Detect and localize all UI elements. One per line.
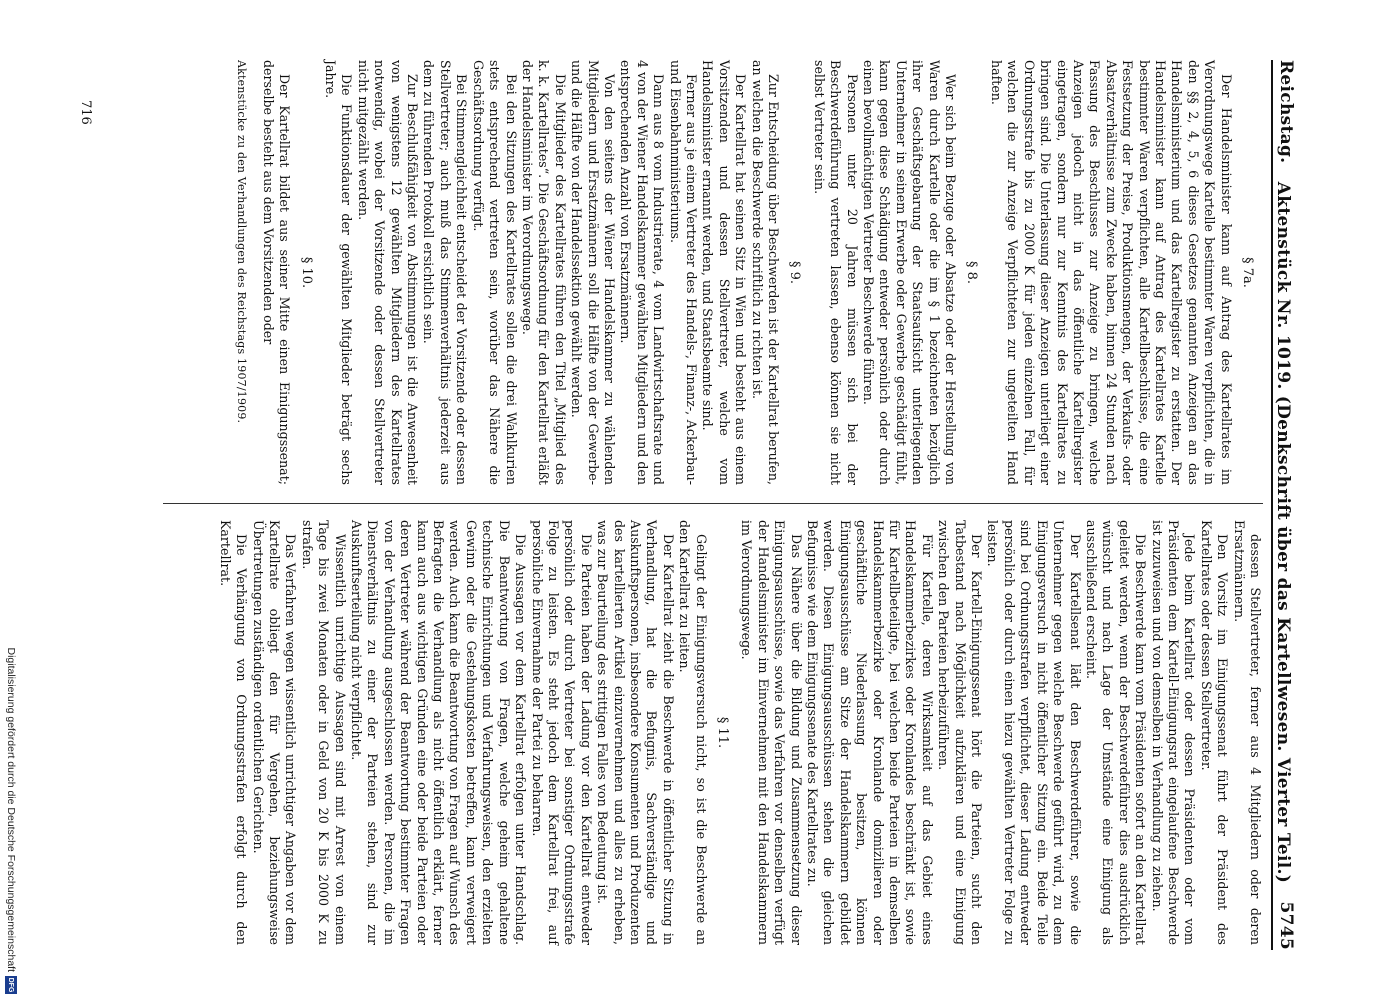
paragraph: Die Funktionsdauer der gewählten Mitglieder beträgt sechs Jahre. (323, 60, 355, 485)
paragraph: Der Kartellrat zieht die Beschwerde in öffentlicher Sitzung in Verhandlung, hat die Befugnis, Sachverständige und Auskunftspersonen, insbesondere Konsumenten und Produzenten des kartellierten Artikel einzuvernehmen und alles zu erheben, was zur Beurteilung des strittigen Falles von Bedeutung ist. (595, 520, 676, 945)
page-header (1271, 60, 1303, 950)
publication-signature: Aktenstücke zu den Verhandlungen des Reichstags 1907/1909. (235, 60, 249, 424)
section-heading: § 9. (787, 260, 803, 285)
paragraph: Die Mitglieder des Kartellrates führen den Titel „Mitglied des k. k. Kartellrates“. Die Geschäftsordnung für den Kartellrat erläßt der Handelsminister im Verordnungswege. (519, 60, 568, 485)
header-page-number: 5745 (1276, 901, 1296, 950)
paragraph: Jede beim Kartellrat oder dessen Präsidenten oder vom Präsidenten dem Kartell-Einigungsrat eingelaufene Beschwerde ist zuzuweisen und von demselben in Verhandlung zu ziehen. (1149, 520, 1198, 945)
section-heading: § 7a. (1240, 257, 1255, 288)
paragraph: Ferner aus je einem Vertreter des Handels-, Finanz-, Ackerbau- und Eisenbahnministeriums. (667, 60, 699, 485)
paragraph: Wer sich beim Bezuge oder Absatze oder der Herstellung von Waren durch Kartelle oder die im § 1 bezeichneten bezüglich ihrer Geschäftsgebarung der Staatsaufsicht unterliegenden Unternehmer in seinem Erwerbe oder Gewerbe geschädigt fühlt, kann gegen diese Schädigung entweder persönlich oder durch einen bevollmächtigten Vertreter Beschwerde führen. (861, 60, 959, 485)
right-column (216, 520, 1263, 945)
paragraph: Bei Stimmengleichheit entscheidet der Vorsitzende oder dessen Stellvertreter; auch muß das Stimmenverhältnis jederzeit aus dem zu führenden Protokoll ersichtlich sein. (421, 60, 470, 485)
section-heading: § 10. (298, 256, 314, 289)
paragraph: Für Kartelle, deren Wirksamkeit auf das Gebiet eines Handelskammerbezirkes oder Kronlandes beschränkt ist, sowie für Kartellbeteiligte, bei welchen beide Parteien in demselben Handelskammerbezirke oder Kronlande domizilieren oder geschäftliche Niederlassung besitzen, können Einigungsausschüsse am Sitze der Handelskammern gebildet werden. Diesen Einigungsausschüssen stehen die gleichen Befugnisse wie dem Einigungssenate des Kartellrates zu. (805, 520, 935, 945)
footer (1, 0, 21, 1000)
paragraph: Den Vorsitz im Einigungssenat führt der Präsident des Kartellrates oder dessen Stellvertreter. (1198, 520, 1231, 945)
paragraph: Zur Entscheidung über Beschwerden ist der Kartellrat berufen, an welchen die Beschwerde schriftlich zu richten ist. (749, 60, 782, 485)
paragraph: Dann aus 8 vom Industrierate, 4 vom Landwirtschaftsrate und 4 von der Wiener Handelskammer gewählten Mitgliedern und den entsprechenden Anzahl von Ersatzmännern. (618, 60, 667, 485)
paragraph: Bei den Sitzungen des Kartellrates sollen die drei Wahlkurien stets entsprechend vertreten sein, worüber das Nähere die Geschäftsordnung verfügt. (470, 60, 519, 485)
section-heading: § 8. (964, 260, 980, 285)
paragraph: Die Parteien haben der Ladung vor den Kartellrat entweder persönlich oder durch Vertreter bei sonstiger Ordnungsstrafe Folge zu leisten. Es steht jedoch dem Kartellrat frei, auf persönliche Einvernahme der Partei zu beharren. (529, 520, 594, 945)
paragraph: Die Beschwerde kann vom Präsidenten sofort an den Kartellrat geleitet werden, wenn der Beschwerdeführer dies ausdrücklich wünscht und nach Lage der Umstände eine Einigung als ausschließend erscheint. (1083, 520, 1149, 945)
page-number: 716 (78, 100, 93, 125)
column-divider (163, 503, 1263, 504)
footer-text: Digitalisierung gefördert durch die Deutsche Forschungsgemeinschaft (5, 647, 17, 972)
paragraph: Der Kartellrat bildet aus seiner Mitte einen Einigungssenat; derselbe besteht aus dem Vorsitzenden oder (260, 60, 293, 485)
paragraph: Wissentlich unrichtige Aussagen sind mit Arrest von einem Tage bis zwei Monaten oder in Geld von 20 K bis 2000 K zu strafen. (299, 520, 348, 945)
paragraph: Der Kartell-Einigungssenat hört die Parteien, sucht den Tatbestand nach Möglichkeit aufzuklären und eine Einigung zwischen den Parteien herbeizuführen. (936, 520, 985, 945)
paragraph: Das Verfahren wegen wissentlich unrichtiger Angaben vor dem Kartellrate obliegt den für Vergehen, beziehungsweise Übertretungen zuständigen ordentlichen Gerichten. (250, 520, 299, 945)
paragraph: Personen unter 20 Jahren müssen sich bei der Beschwerdeführung vertreten lassen, ebenso können sie nicht selbst Vertreter sein. (811, 60, 860, 485)
paragraph: Der Kartellrat hat seinen Sitz in Wien und besteht aus einem Vorsitzenden und dessen Stellvertreter, welche vom Handelsminister ernannt werden, und Staatsbeamte sind. (700, 60, 749, 485)
paragraph: Gelingt der Einigungsversuch nicht, so ist die Beschwerde an den Kartellrat zu leiten. (677, 520, 709, 945)
header-left: Reichstag. (1276, 60, 1296, 164)
dfg-logo: DFG (5, 976, 17, 994)
paragraph: Die Aussagen vor dem Kartellrat erfolgen unter Handschlag. Die Beantwortung von Fragen, welche geheim gehaltene technische Einrichtungen und Verfahrungsweisen, den erzielten Gewinn oder die Gestehungskosten betreffen, kann verweigert werden. Auch kann die Beantwortung von Fragen auf Wunsch des Befragten die Verhandlung als nicht öffentlich erklärt, ferner kann auch aus wichtigen Gründen eine oder beide Parteien oder deren Vertreter während der Beantwortung bestimmter Fragen von der Verhandlung ausgeschlossen werden. Personen, die im Dienstverhältnis zu einer der Parteien stehen, sind zur Auskunftserteilung nicht verpflichtet. (349, 520, 529, 945)
paragraph: dessen Stellvertreter, ferner aus 4 Mitgliedern oder deren Ersatzmännern. (1231, 520, 1263, 945)
paragraph: Zur Beschlußfähigkeit von Abstimmungen ist die Anwesenheit von wenigstens 12 gewählten Mitgliedern des Kartellrates notwendig, wobei der Vorsitzende oder dessen Stellvertreter nicht mitgezählt werden. (355, 60, 421, 485)
paragraph: Der Handelsminister kann auf Antrag des Kartellrates im Verordnungswege Kartelle bestimmter Waren verpflichten, die in den §§ 2, 4, 5, 6 dieses Gesetzes genannten Anzeigen an das Handelsministerium und das Kartellregister zu erstatten. Der Handelsminister kann auf Antrag des Kartellrates Kartelle bestimmter Waren verpflichten, alle Kartellbeschlüsse, die eine Festsetzung der Preise, Produktionsmengen, der Verkaufs- oder Absatzverhältnisse zum Zwecke haben, binnen 24 Stunden nach Fassung des Beschlusses zur Anzeige zu bringen, welche Anzeigen jedoch nicht in das öffentliche Kartellregister eingetragen, sondern nur zur Kenntnis des Kartellrates zu bringen sind. Die Unterlassung dieser Anzeigen unterliegt einer Ordnungsstrafe bis zu 2000 K für jeden einzelnen Fall, für welchen die zur Anzeige Verpflichteten zur ungeteilten Hand haften. (988, 60, 1234, 485)
left-column (233, 60, 1263, 485)
section-heading: § 11. (715, 716, 730, 749)
paragraph: Das Nähere über die Bildung und Zusammensetzung dieser Einigungsausschüsse, sowie das Verfahren vor denselben verfügt der Handelsminister im Einvernehmen mit den Handelskammern im Verordnungswege. (739, 520, 804, 945)
paragraph: Die Verhängung von Ordnungsstrafen erfolgt durch den Kartellrat. (217, 520, 250, 945)
paragraph: Der Kartellsenat lädt den Beschwerdeführer, sowie die Unternehmer gegen welche Beschwerde geführt wird, zu dem Einigungsversuch in nicht öffentlicher Sitzung ein. Beide Teile sind bei Ordnungsstrafen verpflichtet, dieser Ladung entweder persönlich oder durch einen hiezu gewählten Vertreter Folge zu leisten. (985, 520, 1083, 945)
paragraph: Von den seitens der Wiener Handelskammer zu wählenden Mitgliedern und Ersatzmännern soll die Hälfte von der Gewerbe- und die Hälfte von der Handelssektion gewählt werden. (569, 60, 617, 485)
header-title: Aktenstück Nr. 1019. (Denkschrift über das Kartellwesen. Vierter Teil.) (1273, 181, 1293, 884)
